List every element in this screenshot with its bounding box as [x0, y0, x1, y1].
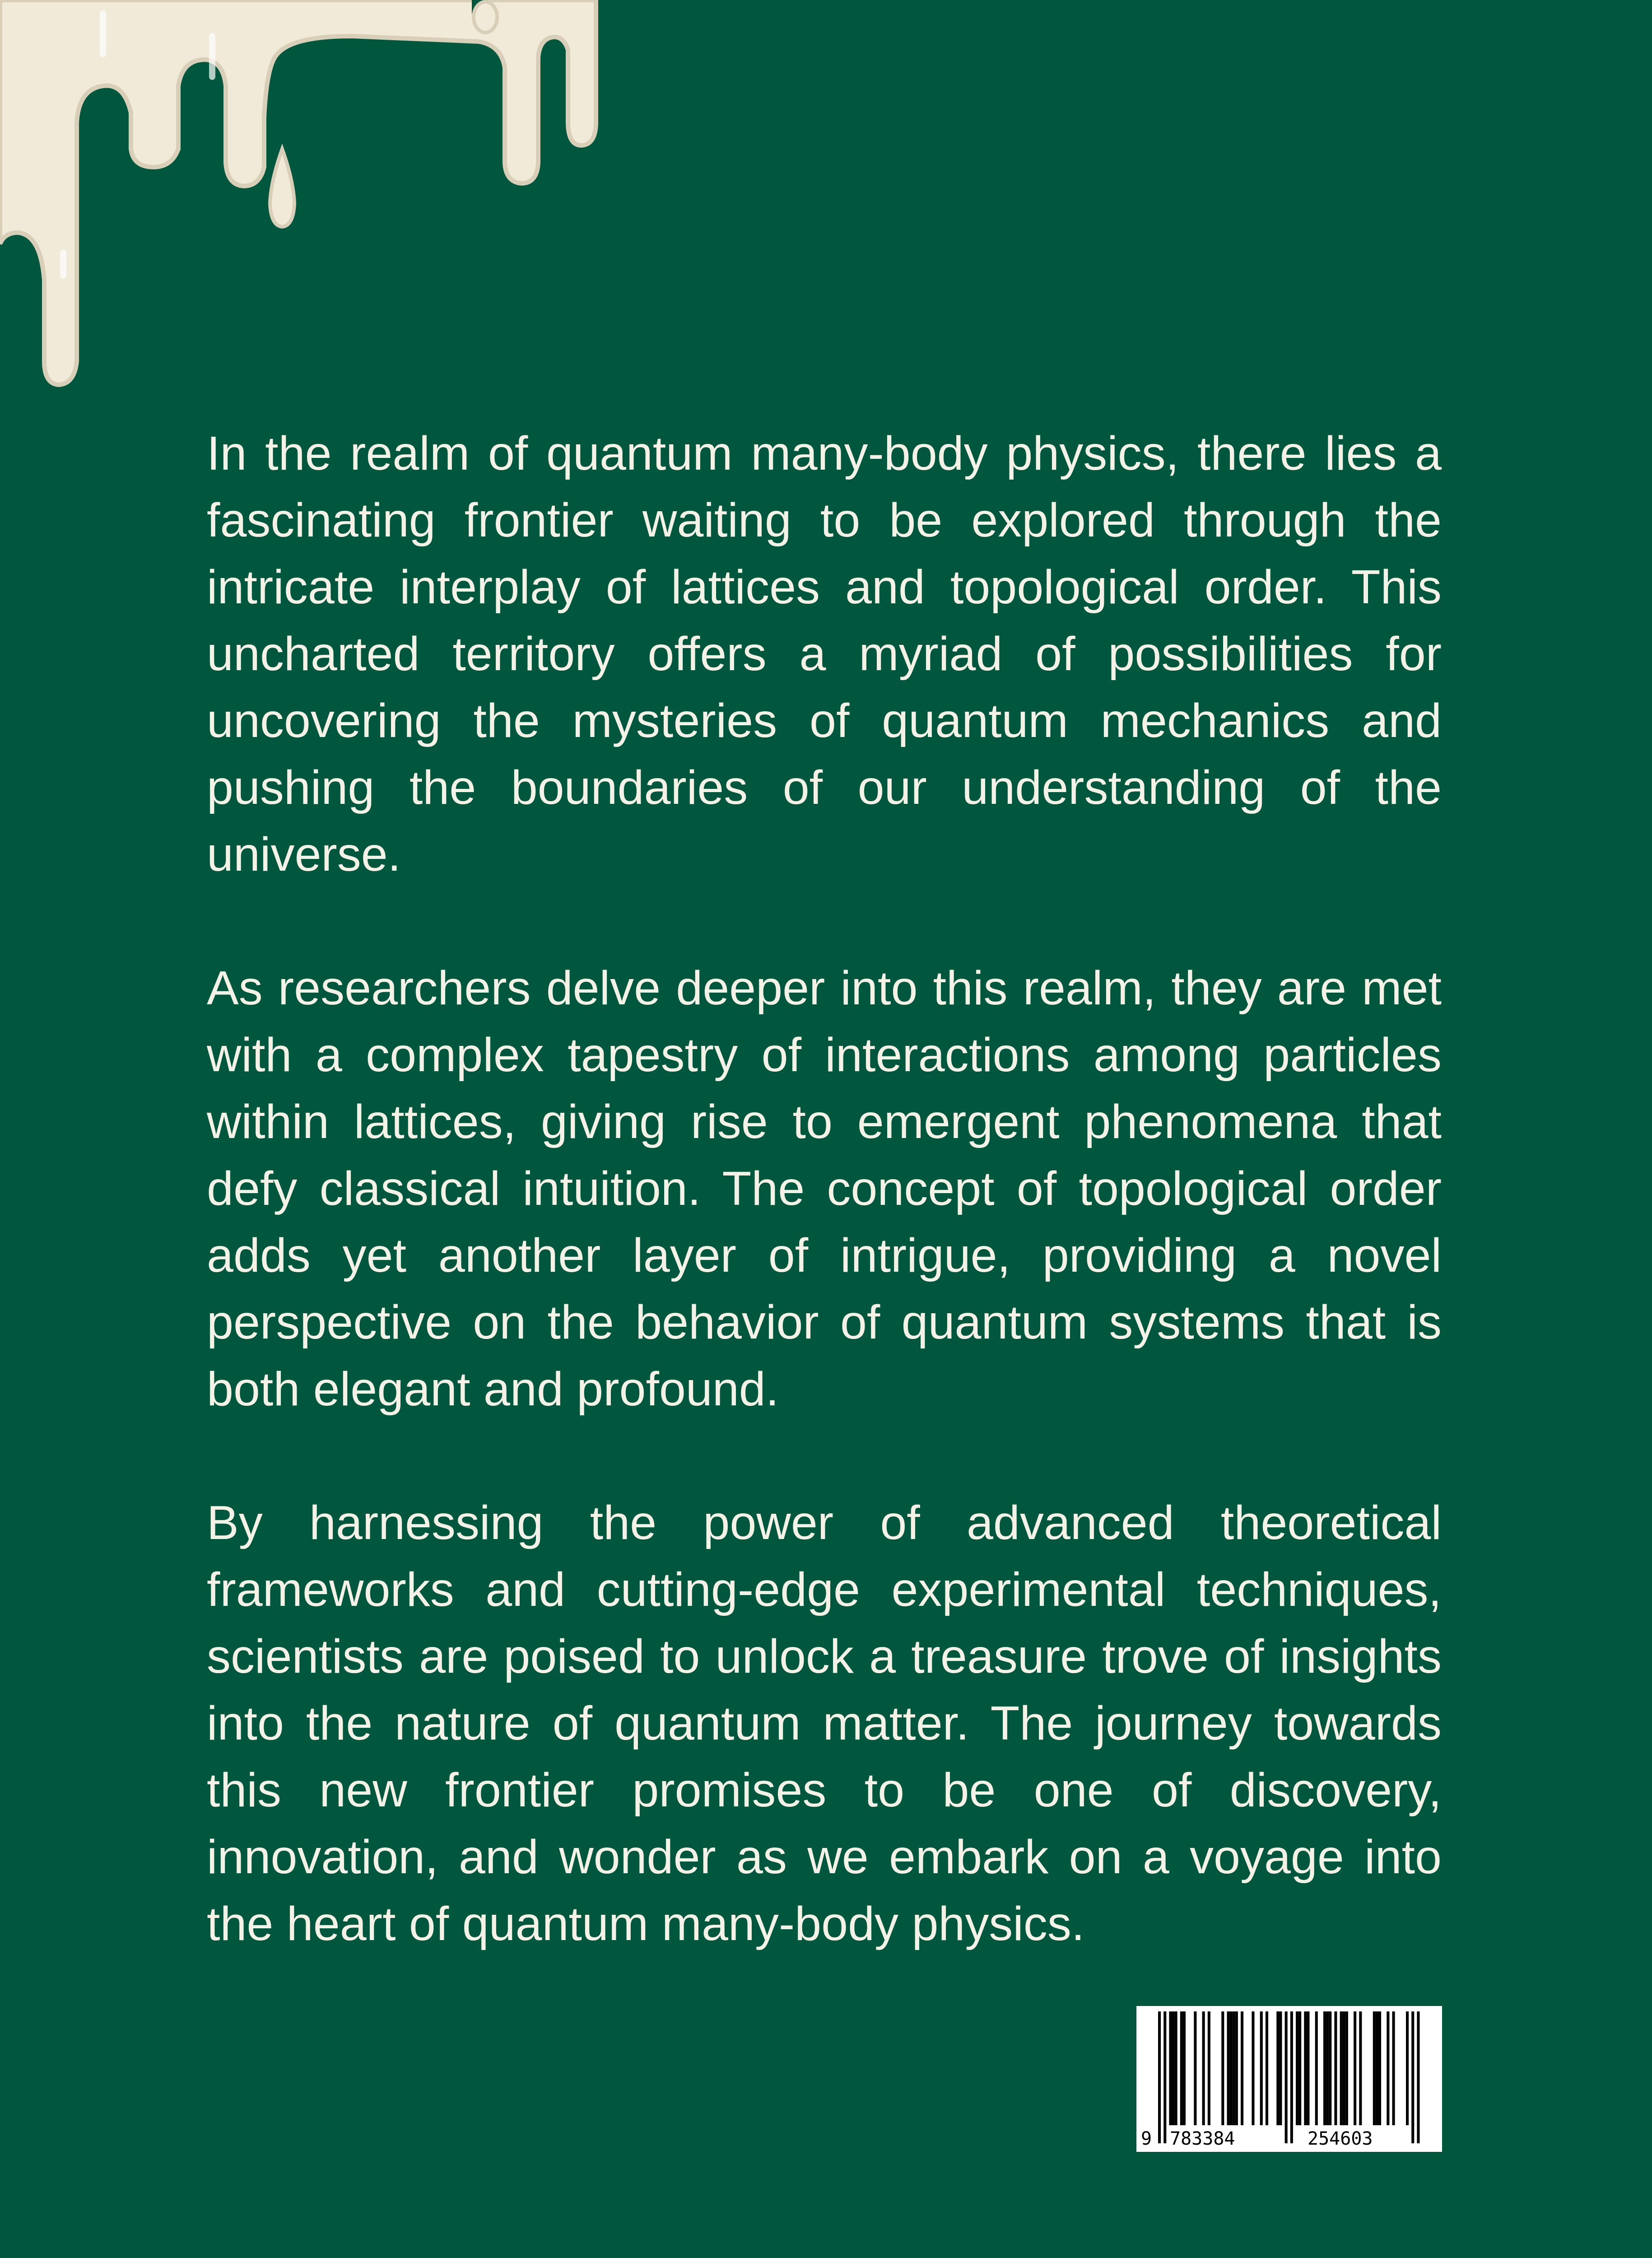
- barcode-lead-digit: 9: [1139, 2128, 1154, 2150]
- barcode-bar: [1202, 2011, 1205, 2125]
- blurb-paragraph: In the realm of quantum many-body physics, there lies a fascinating frontier waiting to be explored through the intricate interplay of lattices and topological order. This uncharted territory offers a myriad of possibilities for uncovering the mysteries of quantum mechanics and pushing the boundaries of our understanding of the universe.: [207, 427, 1442, 881]
- barcode-bar: [1266, 2011, 1268, 2125]
- paint-drip-decoration: [0, 0, 610, 397]
- barcode-bar: [1340, 2011, 1343, 2125]
- barcode-bar: [1315, 2011, 1318, 2125]
- barcode-bar: [1260, 2011, 1263, 2125]
- barcode-bar: [1180, 2011, 1183, 2125]
- barcode-bar: [1406, 2011, 1409, 2125]
- barcode-bar: [1378, 2011, 1381, 2125]
- back-cover-blurb: [207, 420, 1442, 1957]
- barcode-bar: [1304, 2011, 1307, 2125]
- barcode-bar: [1169, 2011, 1172, 2125]
- barcode-bar: [1233, 2011, 1235, 2125]
- barcode-bar: [1298, 2011, 1301, 2125]
- isbn-barcode: [1136, 2006, 1442, 2152]
- barcode-bar: [1296, 2011, 1298, 2125]
- barcode-bar: [1307, 2011, 1309, 2125]
- blurb-paragraph: As researchers delve deeper into this realm, they are met with a complex tapestry of interactions among particles within lattices, giving rise to emergent phenomena that defy classical intuition. The concept of topological order adds yet another layer of intrigue, providing a novel perspective on the behavior of quantum systems that is both elegant and profound.: [207, 961, 1442, 1416]
- barcode-bar: [1417, 2011, 1419, 2143]
- barcode-right-digits: 254603: [1306, 2128, 1375, 2150]
- barcode-bar: [1158, 2011, 1161, 2143]
- barcode-bar: [1194, 2011, 1196, 2125]
- barcode-bar: [1241, 2011, 1243, 2125]
- barcode-bar: [1163, 2011, 1166, 2143]
- barcode-bar: [1221, 2011, 1224, 2125]
- barcode-bar: [1183, 2011, 1186, 2125]
- barcode-bar: [1387, 2011, 1389, 2125]
- barcode-left-digits: 783384: [1168, 2128, 1237, 2150]
- barcode-bar: [1175, 2011, 1177, 2125]
- barcode-bar: [1290, 2011, 1293, 2143]
- barcode-bar: [1235, 2011, 1238, 2125]
- barcode-bar: [1208, 2011, 1210, 2125]
- barcode-bar: [1252, 2011, 1254, 2125]
- barcode-bar: [1276, 2011, 1279, 2125]
- blurb-paragraph: By harnessing the power of advanced theoretical frameworks and cutting-edge experimental techniques, scientists are poised to unlock a treasure trove of insights into the nature of quantum matter. The journey towards this new frontier promises to be one of discovery, innovation, and wonder as we embark on a voyage into the heart of quantum many-body physics.: [207, 1496, 1442, 1950]
- barcode-bar: [1373, 2011, 1376, 2125]
- barcode-bar: [1343, 2011, 1345, 2125]
- barcode-bar: [1279, 2011, 1282, 2125]
- barcode-bar: [1411, 2011, 1414, 2143]
- barcode-bar: [1285, 2011, 1288, 2143]
- barcode-bar: [1230, 2011, 1233, 2125]
- barcode-bar: [1376, 2011, 1378, 2125]
- barcode-bar: [1345, 2011, 1348, 2125]
- barcode-bar: [1329, 2011, 1331, 2125]
- barcode-bar: [1334, 2011, 1337, 2125]
- barcode-digits: [1136, 2128, 1442, 2150]
- barcode-bar: [1359, 2011, 1362, 2125]
- barcode-bar: [1172, 2011, 1175, 2125]
- barcode-bar: [1326, 2011, 1329, 2125]
- barcode-bar: [1227, 2011, 1230, 2125]
- barcode-bar: [1354, 2011, 1356, 2125]
- barcode-bar: [1323, 2011, 1326, 2125]
- barcode-bar: [1392, 2011, 1395, 2125]
